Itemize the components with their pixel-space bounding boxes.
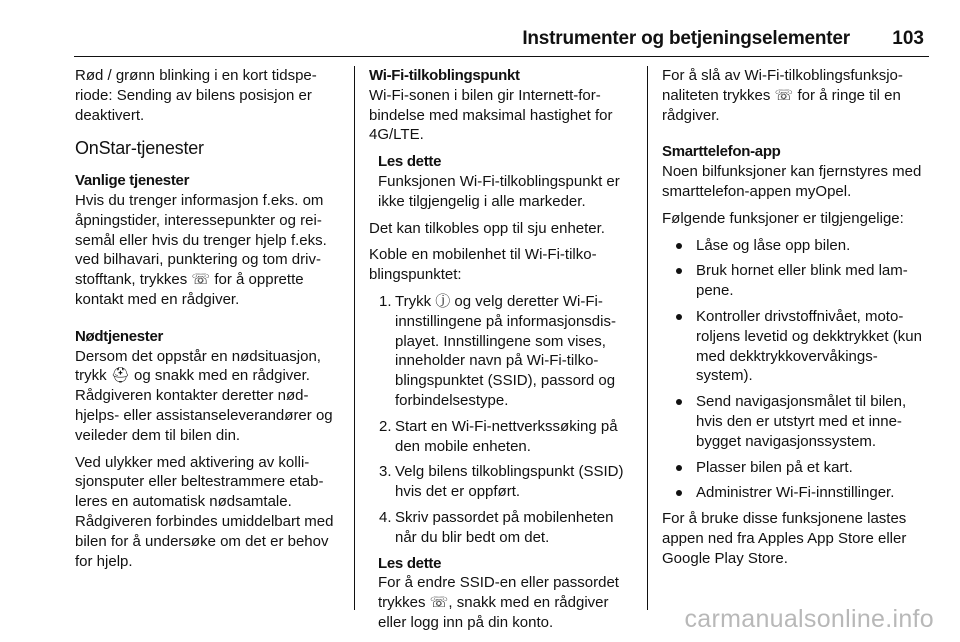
page-header [0,28,960,58]
paragraph-wifi: Wi-Fi-sonen i bilen gir Internett-for-bindelse med maksimal hastighet for 4G/LTE. [369,86,613,144]
subheading-wifi: Wi-Fi-tilkoblingspunkt [369,67,520,84]
paragraph-smart: Noen bilfunksjoner kan fjernstyres med smarttelefon-appen myOpel. [662,163,922,200]
section-title-onstar: OnStar-tjenester [75,138,204,159]
paragraph-devices: Det kan tilkobles opp til sju enheter. [369,219,605,237]
list-item: Send navigasjonsmålet til bilen, hvis den er utstyrt med et inne-bygget navigasjonssystem. [662,392,932,451]
steps-list [369,292,639,548]
note-box-2 [378,554,639,633]
list-item: 1. Trykk ⓙ og velg deretter Wi-Fi-innstillingene på informasjonsdis-playet. Innstillingene som vises, inneholder navn på Wi-Fi-tilko-blingspunktet (SSID), passord og forbindelsestype. [379,292,616,409]
column-divider-1 [354,66,355,610]
watermark: carmanualsonline.info [684,605,934,633]
intro-text: Rød / grønn blinking i en kort tidspe-riode: Sending av bilens posisjon er deaktivert. [75,67,317,124]
note-text: Funksjonen Wi-Fi-tilkoblingspunkt er ikke tilgjengelig i alle markeder. [378,172,620,210]
paragraph-download: For å bruke disse funksjonene lastes appen ned fra Apples App Store eller Google Play Store. [662,510,907,567]
functions-list [662,236,932,504]
note-title: Les dette [378,554,442,572]
page-number: 103 [892,28,924,49]
paragraph-vanlige: Hvis du trenger informasjon f.eks. om åpningstider, interessepunkter og rei-semål eller hvis du trenger hjelp f.eks. ved bilhavari, punktering og tom driv-stofftank, trykkes ☏ for å opprette kontakt med en rådgiver. [75,191,327,308]
column-divider-2 [647,66,648,610]
column-2 [369,66,639,640]
note-text: For å endre SSID-en eller passordet trykkes ☏, snakk med en rådgiver eller logg inn på din konto. [378,574,619,631]
note-title: Les dette [378,153,442,171]
note-box-1 [378,152,639,211]
list-item: Administrer Wi-Fi-innstillinger. [662,483,932,503]
page-title: Instrumenter og betjeningselementer [522,28,850,49]
subheading-vanlige: Vanlige tjenester [75,172,190,190]
subheading-smart: Smarttelefon-app [662,143,781,161]
header-divider [74,56,929,57]
column-1 [75,66,345,578]
paragraph-nod: Dersom det oppstår en nødsituasjon, trykk ⛑ og snakk med en rådgiver. Rådgiveren kontakter deretter nød-hjelps- eller assistanseleverandører og veileder dem til bilen din. [75,347,333,444]
list-item: 4. Skriv passordet på mobilenheten når du blir bedt om det. [379,508,614,546]
list-item: Kontroller drivstoffnivået, moto-roljens levetid og dekktrykket (kun med dekktrykkovervåkings-system). [662,307,932,386]
list-item: 2. Start en Wi-Fi-nettverkssøking på den mobile enheten. [379,417,618,455]
paragraph-off: For å slå av Wi-Fi-tilkoblingsfunksjo-naliteten trykkes ☏ for å ringe til en rådgiver. [662,67,903,124]
list-item: Plasser bilen på et kart. [662,458,932,478]
paragraph-connect: Koble en mobilenhet til Wi-Fi-tilko-blingspunktet: [369,246,597,284]
paragraph-funcs: Følgende funksjoner er tilgjengelige: [662,209,904,227]
column-3 [662,66,932,576]
list-item: 3. Velg bilens tilkoblingspunkt (SSID) hvis det er oppført. [379,463,624,501]
list-item: Bruk hornet eller blink med lam-pene. [662,261,932,301]
paragraph-ulykke: Ved ulykker med aktivering av kolli-sjonsputer eller beltestrammere etab-leres en automatisk nødsamtale. Rådgiveren forbindes umiddelbart med bilen for å undersøke om det er behov for hjelp. [75,453,334,570]
subheading-nod: Nødtjenester [75,327,164,345]
list-item: Låse og låse opp bilen. [662,236,932,256]
